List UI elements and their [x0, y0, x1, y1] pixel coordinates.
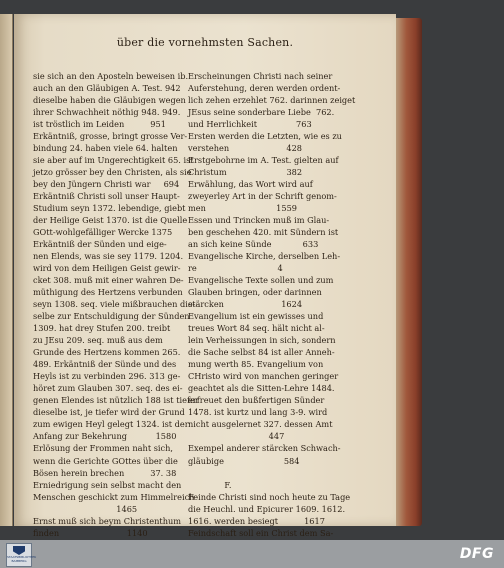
index-line: Erkäntniß Christi soll unser Haupt-	[33, 191, 180, 202]
index-line: JEsus seine sonderbare Liebe 762.	[188, 107, 335, 118]
index-line: Erscheinungen Christi nach seiner	[188, 71, 333, 81]
index-line: seyn 1308. seq. viele mißbrauchen die-	[33, 299, 196, 310]
index-line: Erkäntniß der Sünden und eige-	[33, 239, 167, 250]
index-line: dieselbe ist, je tiefer wird der Grund	[33, 407, 185, 418]
index-line: selbe zur Entschuldigung der Sünden	[33, 311, 190, 322]
index-line: bey den Jüngern Christi war 694	[33, 179, 180, 190]
index-line: Evangelium ist ein gewisses und	[188, 311, 324, 322]
index-line: 447	[188, 431, 285, 442]
index-line: Erwählung, das Wort wird auf	[188, 179, 313, 190]
index-line: die Heuchl. und Epicurer 1609. 1612.	[188, 503, 346, 514]
viewer-footer-bar	[0, 540, 504, 568]
index-line: stärcken 1624	[188, 299, 303, 310]
index-line: sie aber auf im Ungerechtigkeit 65. ist	[33, 155, 194, 166]
index-line: ihrer Schwachheit nöthig 948. 949.	[33, 107, 181, 118]
index-column-left	[33, 70, 199, 539]
index-line: verstehen 428	[188, 143, 302, 154]
index-line: erfreuet den bußfertigen Sünder	[188, 395, 325, 406]
page-block-edge	[396, 18, 422, 526]
index-line: nen Elends, was sie sey 1179. 1204.	[33, 251, 184, 262]
index-line: lich zehen erzehlet 762. darinnen zeiget	[188, 95, 356, 106]
index-line: Heyls ist zu verbinden 296. 313 ge-	[33, 371, 181, 382]
index-line: Evangelische Kirche, derselben Leh-	[188, 251, 341, 262]
index-line: zum ewigen Heyl gelegt 1324. ist der	[33, 419, 189, 430]
index-line: Menschen geschickt zum Himmelreich	[33, 491, 195, 502]
index-line: re 4	[188, 263, 283, 274]
index-line: die Sache selbst 84 ist aller Anneh-	[188, 347, 335, 358]
index-line: Feindschaft soll ein Christ dem Sa-	[188, 527, 334, 538]
index-line: auch an den Gläubigen A. Test. 942	[33, 83, 181, 94]
index-line: Erstgebohrne im A. Test. gielten auf	[188, 155, 339, 166]
index-line: Feinde Christi sind noch heute zu Tage	[188, 491, 351, 502]
index-line: zu JEsu 209. seq. muß aus dem	[33, 335, 163, 346]
index-line: wenn die Gerichte GOttes über die	[33, 455, 178, 466]
index-line: 1478. ist kurtz und lang 3-9. wird	[188, 407, 328, 418]
index-line: jetzo grösser bey den Christen, als sie	[33, 167, 192, 178]
index-line: Ersten werden die Letzten, wie es zu	[188, 131, 342, 142]
index-line: Evangelische Texte sollen und zum	[188, 275, 334, 286]
index-line: 1465	[33, 503, 138, 514]
running-head: über die vornehmsten Sachen.	[116, 36, 294, 49]
crest-icon	[13, 546, 25, 555]
index-line: Christum 382	[188, 167, 303, 178]
index-line: höret zum Glauben 307. seq. des ei-	[33, 383, 183, 394]
index-line: Erniedrigung sein selbst macht den	[33, 479, 182, 490]
index-line: treues Wort 84 seq. hält nicht al-	[188, 323, 325, 334]
index-line: ben geschehen 420. mit Sündern ist	[188, 227, 339, 238]
library-logo-text: STAATSBIBLIOTHEK BAMBERG	[7, 555, 37, 563]
index-line: F.	[188, 479, 232, 490]
index-line: der Heilige Geist 1370. ist die Quelle	[33, 215, 188, 226]
index-column-right	[188, 70, 356, 551]
index-line: GOtt-wohlgefälliger Wercke 1375	[33, 227, 173, 238]
index-line	[188, 467, 336, 479]
index-line: Erlösung der Frommen naht sich,	[33, 443, 174, 454]
index-line: Essen und Trincken muß im Glau-	[188, 215, 330, 226]
index-line: 1616. werden besiegt 1617	[188, 515, 325, 526]
index-line: Anfang zur Bekehrung 1580	[33, 431, 177, 442]
index-line: zweyerley Art in der Schrift genom-	[188, 191, 337, 202]
index-line: genen Elendes ist nützlich 188 ist tiefer	[33, 395, 199, 406]
index-line: bindung 24. haben viele 64. halten	[33, 143, 178, 154]
index-line: finden 1140	[33, 527, 148, 538]
index-line: geachtet als die Sitten-Lehre 1484.	[188, 383, 335, 394]
index-line: Bösen herein brechen 37. 38	[33, 467, 177, 478]
index-line: Exempel anderer stärcken Schwach-	[188, 443, 341, 454]
index-line: gläubige 584	[188, 455, 300, 466]
dfg-logo[interactable]: DFG	[459, 546, 494, 562]
index-line: ist tröstlich im Leiden 951	[33, 119, 166, 130]
index-line: an sich keine Sünde 633	[188, 239, 319, 250]
index-line: dieselbe haben die Gläubigen wegen	[33, 95, 186, 106]
index-line: Grunde des Hertzens kommen 265.	[33, 347, 181, 358]
index-line: Studium seyn 1372. lebendige, giebt	[33, 203, 186, 214]
index-line: wird von dem Heiligen Geist gewir-	[33, 263, 181, 274]
index-line: cket 308. muß mit einer wahren De-	[33, 275, 184, 286]
index-line: müthigung des Hertzens verbunden	[33, 287, 183, 298]
index-line: nicht ausgelernet 327. dessen Amt	[188, 419, 333, 430]
index-line: Glauben bringen, oder darinnen	[188, 287, 322, 298]
index-line: sie sich an den Aposteln beweisen ib.	[33, 71, 189, 81]
library-logo[interactable]	[6, 543, 37, 567]
index-line: lein Verheissungen in sich, sondern	[188, 335, 336, 346]
index-line: 489. Erkäntniß der Sünde und des	[33, 359, 177, 370]
index-line: mung werth 85. Evangelium von	[188, 359, 324, 370]
index-line: Ernst muß sich beym Christenthum	[33, 515, 182, 526]
index-line: und Herrlichkeit 763	[188, 119, 312, 130]
index-line: Auferstehung, deren werden ordent-	[188, 83, 341, 94]
previous-page-edge	[0, 14, 13, 526]
index-line: CHristo wird von manchen geringer	[188, 371, 339, 382]
index-line: men 1559	[188, 203, 297, 214]
index-line: Erkäntniß, grosse, bringt grosse Ver-	[33, 131, 188, 142]
index-line: 1309. hat drey Stufen 200. treibt	[33, 323, 171, 334]
